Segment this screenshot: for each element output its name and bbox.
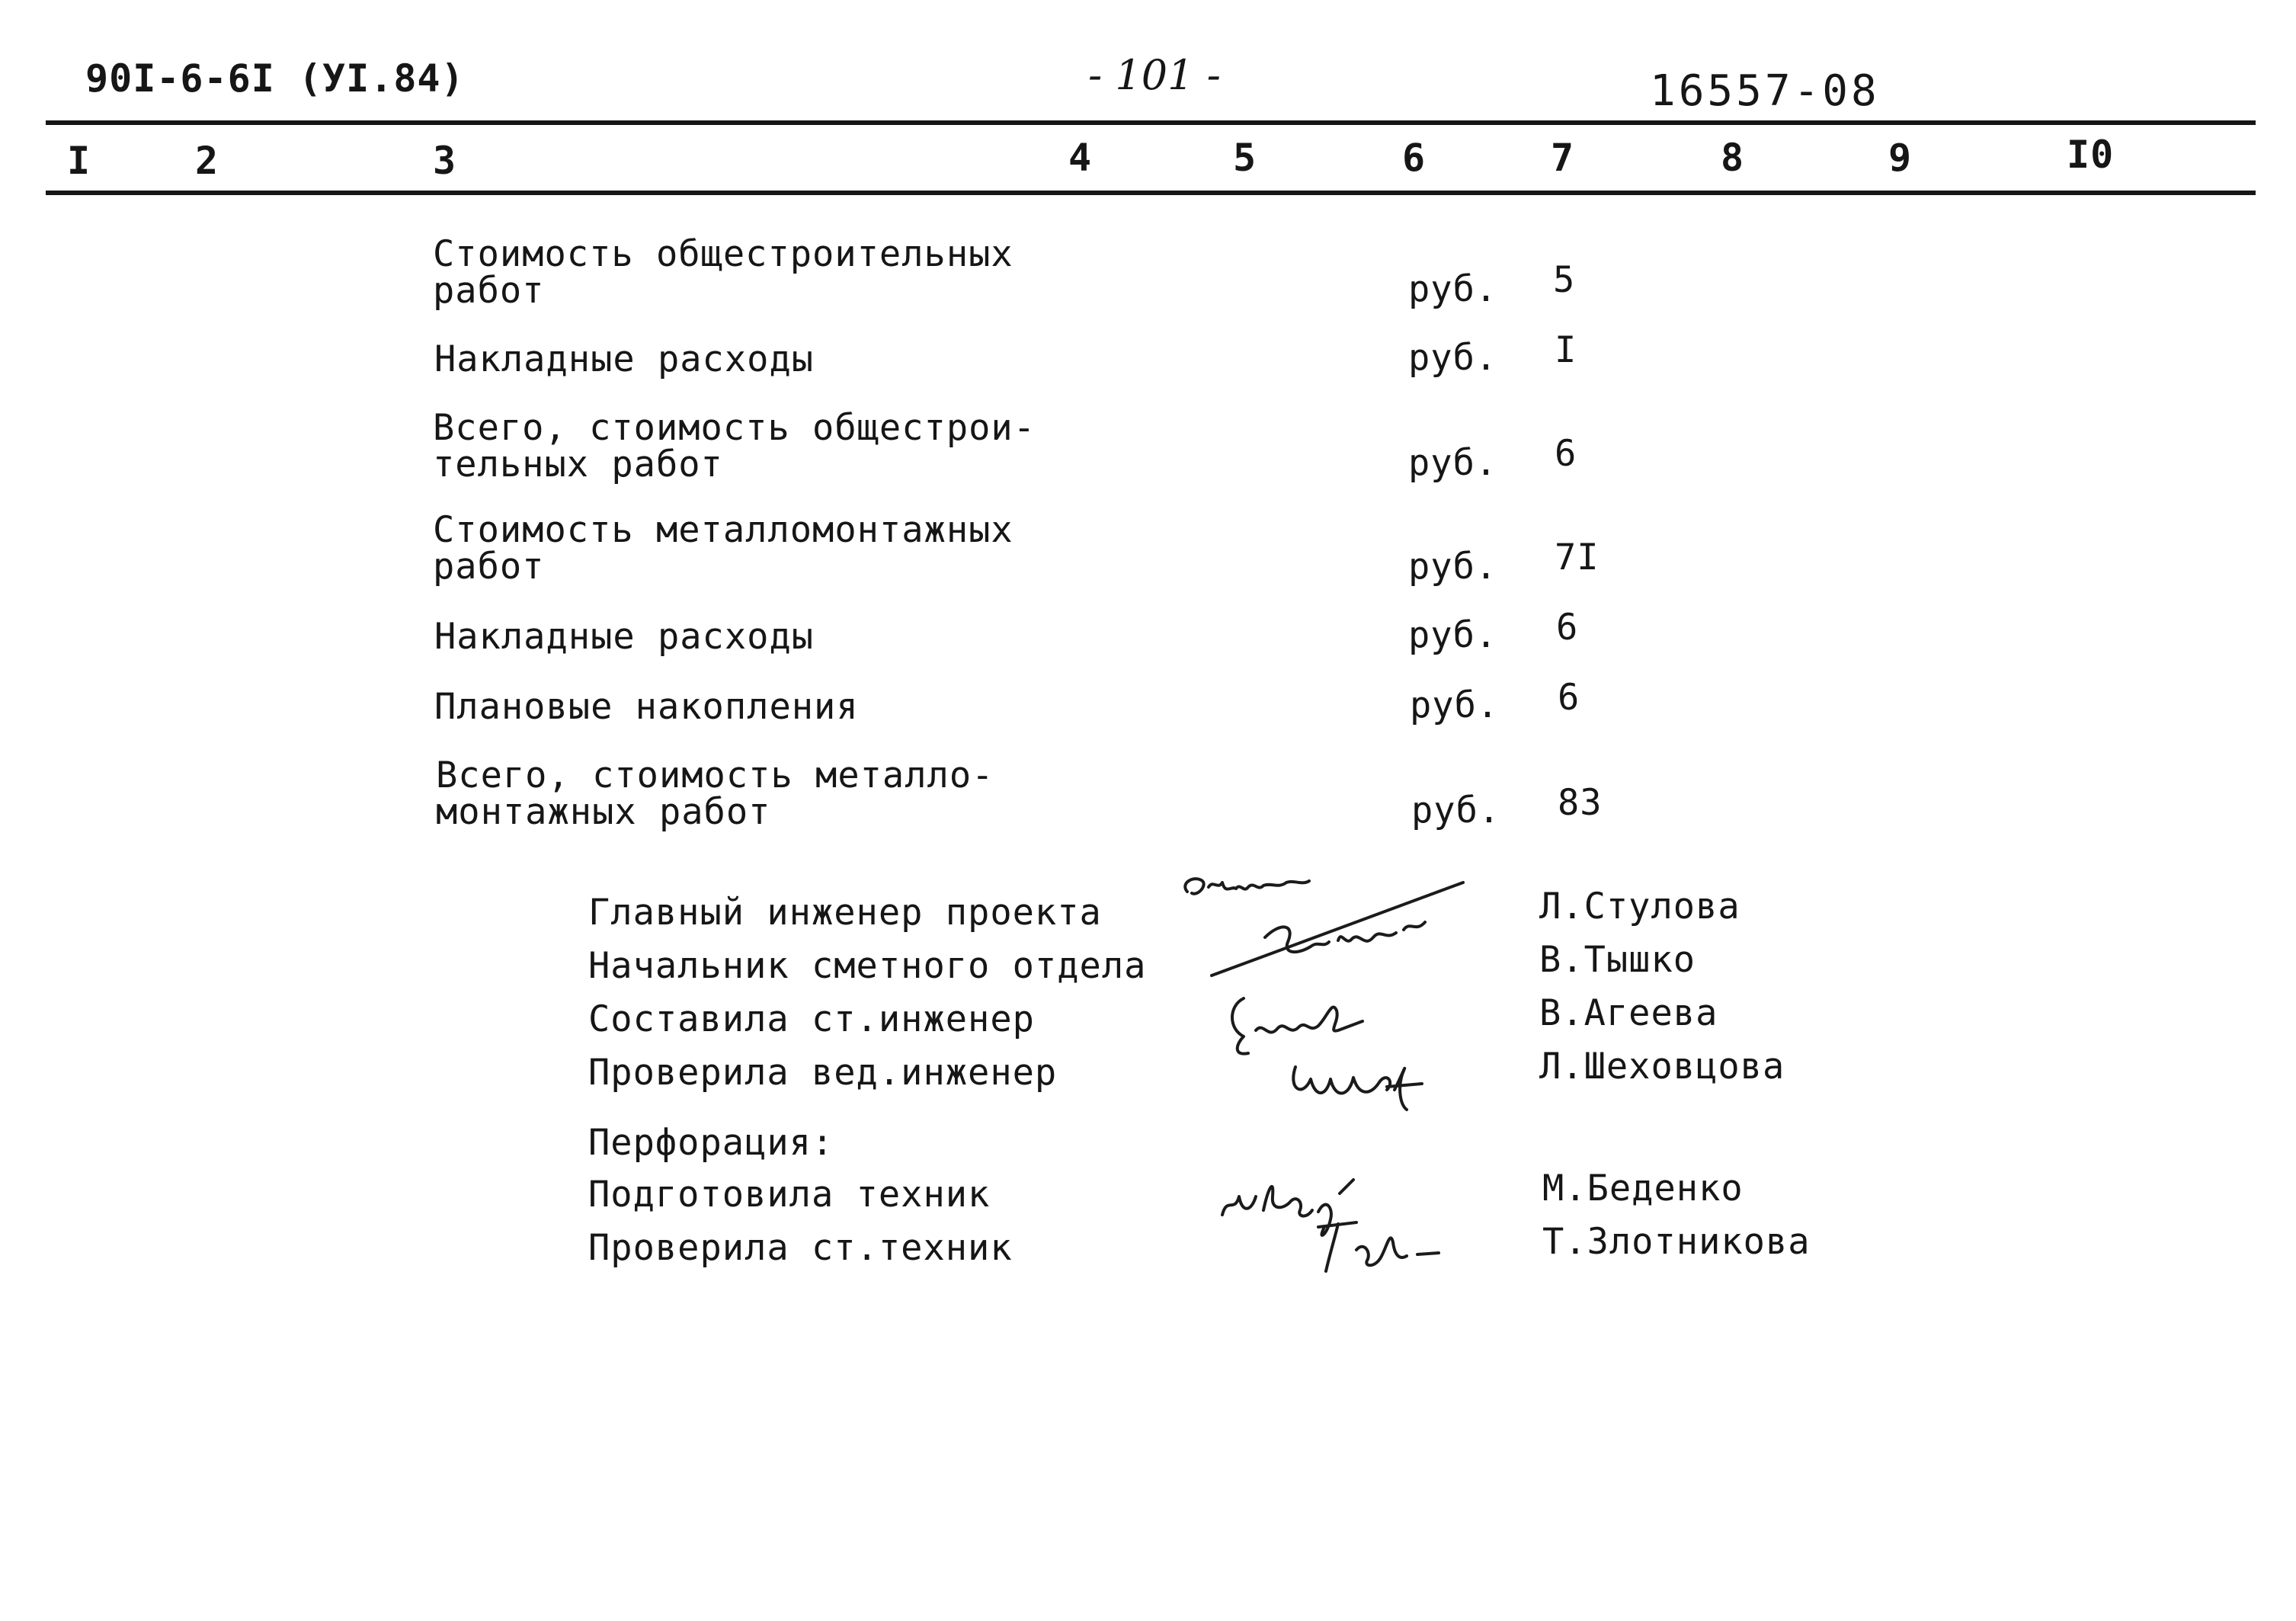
document-code: 90I-6-6I (УI.84) bbox=[85, 56, 465, 101]
row-6-desc-line-1: Плановые накопления bbox=[434, 686, 859, 728]
column-header-9: 9 bbox=[1888, 136, 1913, 180]
archive-number: 16557-08 bbox=[1650, 66, 1880, 116]
column-header-1: I bbox=[67, 139, 91, 183]
perforation-role-2: Проверила ст.техник bbox=[588, 1227, 1013, 1269]
signature-name-3: В.Агеева bbox=[1539, 992, 1718, 1034]
row-7-value: 83 bbox=[1558, 782, 1603, 824]
row-7-desc-line-1: Всего, стоимость металло- bbox=[436, 754, 994, 796]
signature-role-2: Начальник сметного отдела bbox=[588, 945, 1147, 987]
column-header-4: 4 bbox=[1068, 136, 1093, 180]
signature-name-1: Л.Стулова bbox=[1539, 886, 1740, 927]
row-4-desc-line-1: Стоимость металломонтажных bbox=[433, 509, 1014, 551]
row-3-desc-line-2: тельных работ bbox=[433, 444, 723, 485]
column-header-6: 6 bbox=[1402, 136, 1427, 180]
row-1-unit: руб. bbox=[1408, 268, 1498, 310]
perforation-heading: Перфорация: bbox=[588, 1122, 834, 1164]
column-header-5: 5 bbox=[1233, 136, 1257, 180]
perforation-name-1: М.Беденко bbox=[1542, 1168, 1744, 1209]
row-6-value: 6 bbox=[1558, 677, 1580, 719]
perforation-role-1: Подготовила техник bbox=[588, 1174, 991, 1216]
row-3-desc-line-1: Всего, стоимость общестрои- bbox=[433, 407, 1036, 449]
row-2-desc-line-1: Накладные расходы bbox=[434, 338, 815, 380]
signature-tyshko bbox=[1204, 876, 1494, 983]
row-1-value: 5 bbox=[1553, 259, 1576, 301]
row-4-desc-line-2: работ bbox=[433, 546, 545, 588]
row-5-desc-line-1: Накладные расходы bbox=[434, 616, 815, 658]
row-3-unit: руб. bbox=[1408, 442, 1498, 484]
signature-zlotnikova bbox=[1311, 1212, 1478, 1280]
signature-role-4: Проверила вед.инженер bbox=[588, 1052, 1058, 1094]
row-6-unit: руб. bbox=[1410, 684, 1500, 726]
row-1-desc-line-2: работ bbox=[433, 270, 545, 312]
row-2-value: I bbox=[1555, 329, 1577, 371]
row-7-desc-line-2: монтажных работ bbox=[436, 791, 771, 833]
signature-role-1: Главный инженер проекта bbox=[588, 892, 1102, 934]
row-2-unit: руб. bbox=[1408, 337, 1498, 379]
row-3-value: 6 bbox=[1555, 433, 1577, 475]
row-5-unit: руб. bbox=[1408, 614, 1498, 656]
column-header-8: 8 bbox=[1721, 136, 1745, 180]
row-7-unit: руб. bbox=[1411, 790, 1501, 831]
perforation-name-2: Т.Злотникова bbox=[1542, 1221, 1811, 1263]
signature-shekhovtsova bbox=[1280, 1044, 1448, 1120]
column-header-10: I0 bbox=[2067, 133, 2115, 177]
header-bottom-rule bbox=[46, 191, 2256, 195]
column-header-7: 7 bbox=[1551, 136, 1575, 180]
page-number: - 101 - bbox=[1088, 51, 1221, 99]
column-header-2: 2 bbox=[195, 139, 219, 183]
signature-name-2: В.Тышко bbox=[1539, 939, 1696, 981]
column-header-3: 3 bbox=[433, 139, 457, 183]
signature-role-3: Составила ст.инженер bbox=[588, 998, 1035, 1040]
header-top-rule bbox=[46, 120, 2256, 125]
row-1-desc-line-1: Стоимость общестроительных bbox=[433, 233, 1014, 275]
row-5-value: 6 bbox=[1556, 607, 1579, 649]
row-4-value: 7I bbox=[1555, 537, 1600, 578]
signature-name-4: Л.Шеховцова bbox=[1539, 1046, 1785, 1088]
row-4-unit: руб. bbox=[1408, 546, 1498, 588]
